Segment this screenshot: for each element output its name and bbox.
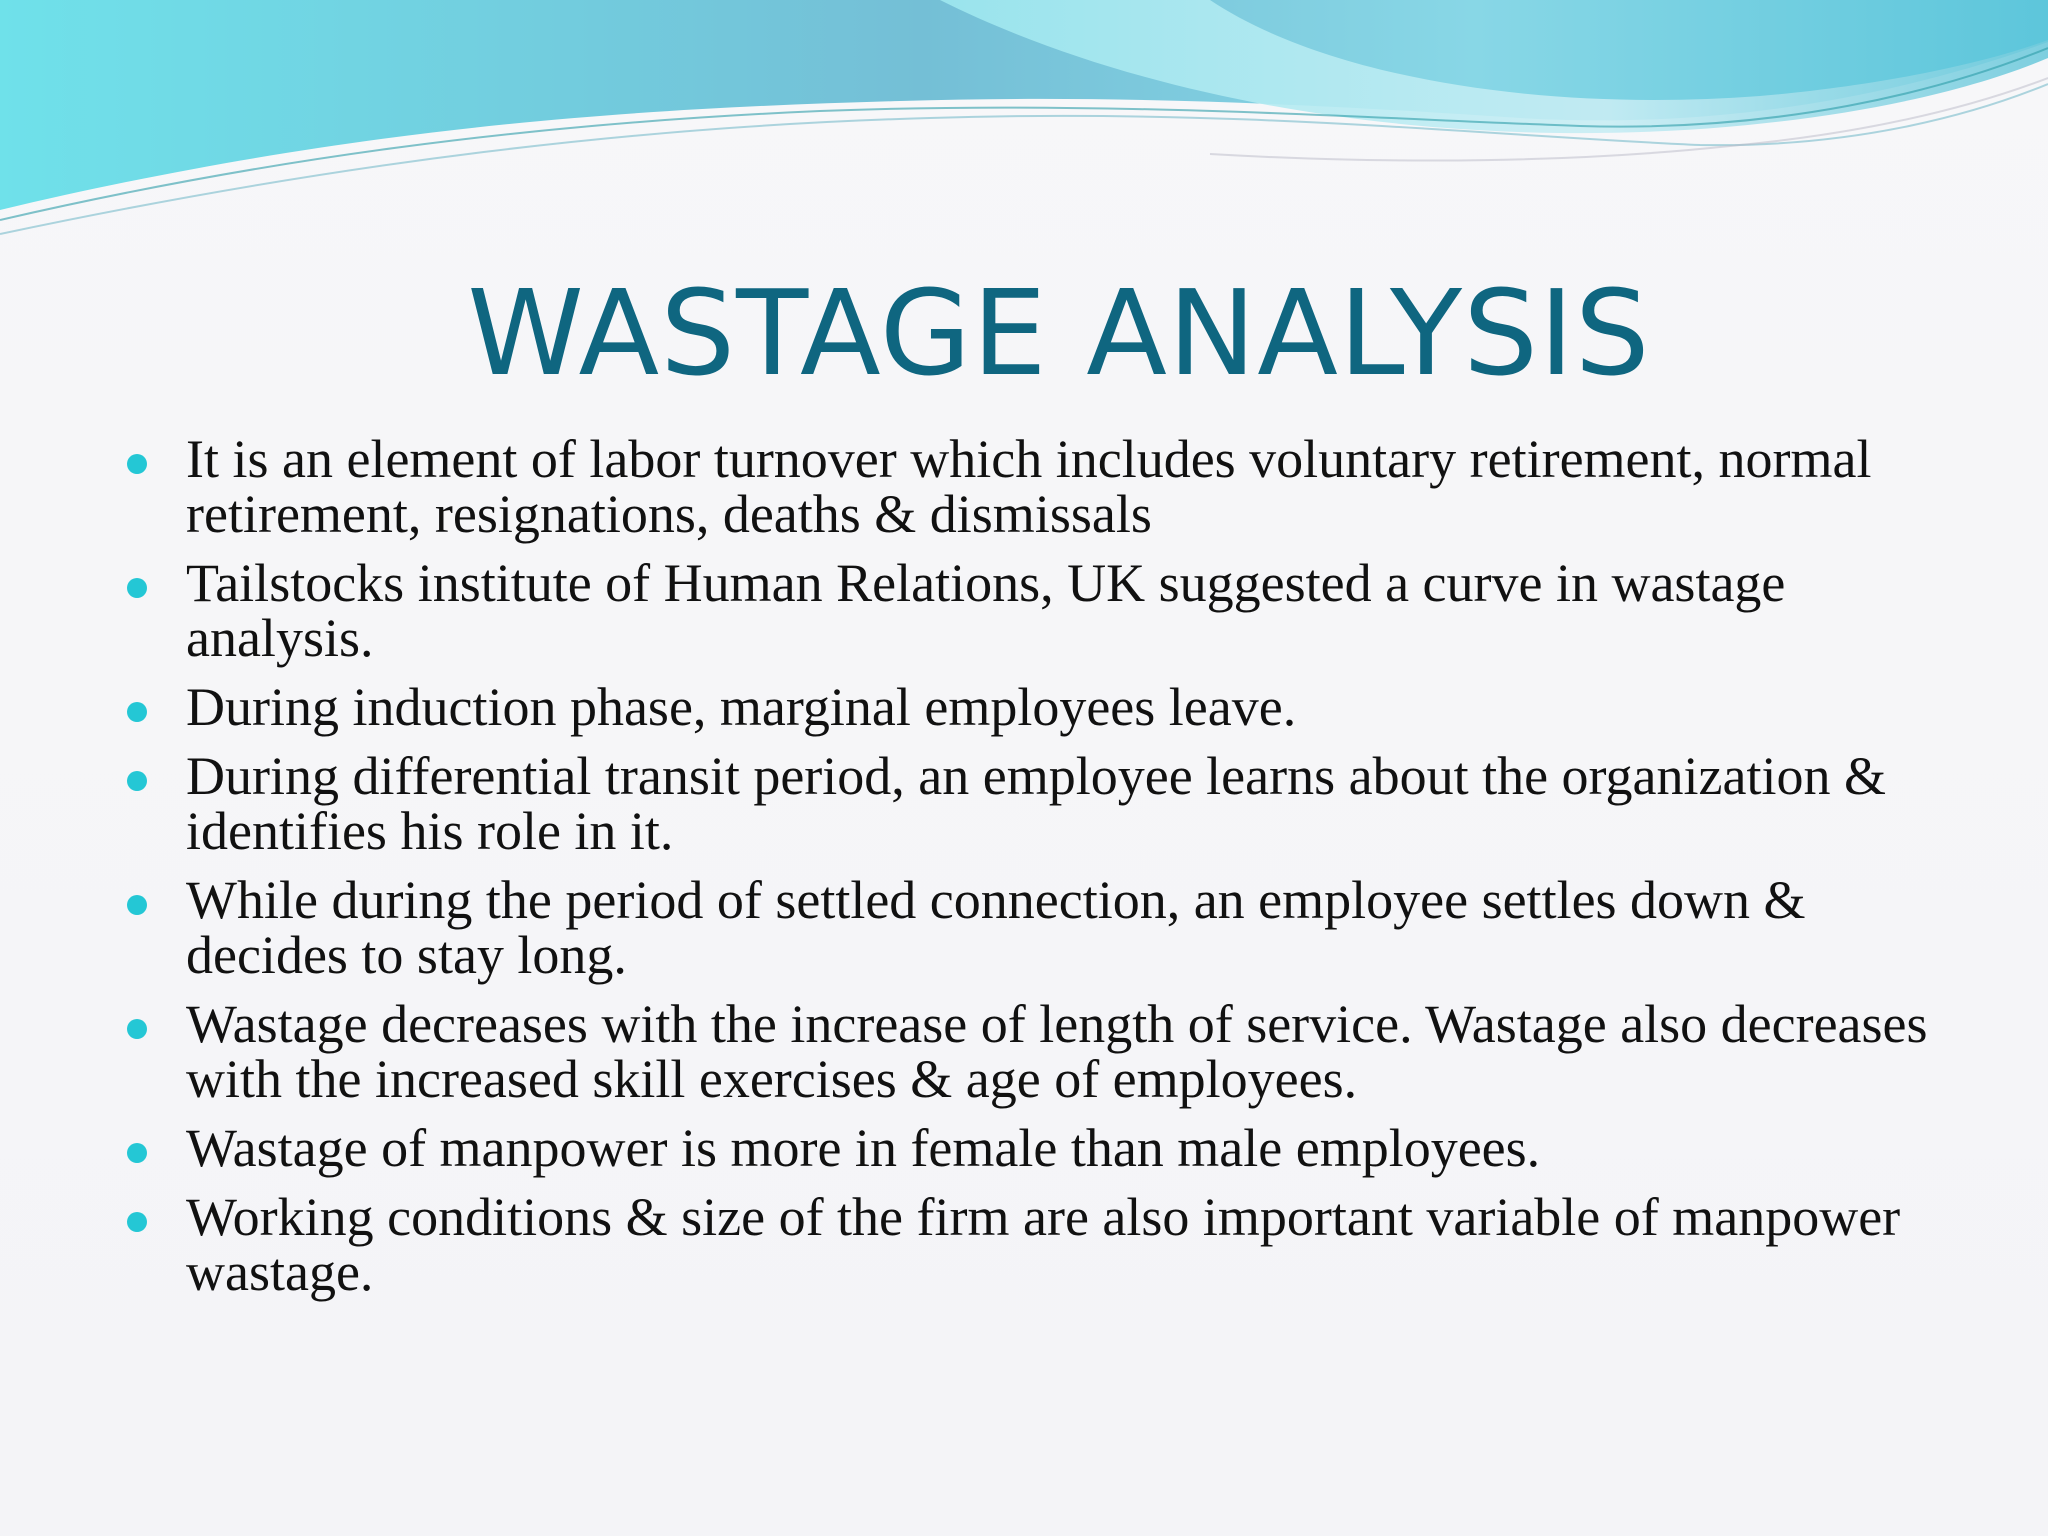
- bullet-dot-icon: [127, 454, 147, 474]
- slide-title: WASTAGE ANALYSIS: [467, 264, 1651, 402]
- bullet-list: [124, 429, 1944, 1314]
- bullet-text: While during the period of settled connection, an employee settles down & decides to stay long.: [186, 870, 1806, 985]
- bullet-item: [124, 677, 1944, 737]
- header-wave-decoration: [0, 0, 2048, 260]
- bullet-dot-icon: [127, 1143, 147, 1163]
- bullet-dot-icon: [127, 771, 147, 791]
- bullet-text: Wastage decreases with the increase of length of service. Wastage also decreases with the increased skill exercises & age of employees.: [186, 994, 1928, 1109]
- bullet-item: [124, 870, 1944, 985]
- bullet-dot-icon: [127, 895, 147, 915]
- bullet-item: [124, 1118, 1944, 1178]
- bullet-item: [124, 553, 1944, 668]
- bullet-item: [124, 1187, 1944, 1302]
- bullet-dot-icon: [127, 702, 147, 722]
- bullet-text: Tailstocks institute of Human Relations, UK suggested a curve in wastage analysis.: [186, 553, 1786, 668]
- bullet-text: During induction phase, marginal employees leave.: [186, 677, 1297, 737]
- bullet-text: Wastage of manpower is more in female than male employees.: [186, 1118, 1541, 1178]
- bullet-text: Working conditions & size of the firm are also important variable of manpower wastage.: [186, 1187, 1901, 1302]
- bullet-item: [124, 429, 1944, 544]
- bullet-text: During differential transit period, an employee learns about the organization & identifies his role in it.: [186, 746, 1886, 861]
- bullet-item: [124, 994, 1944, 1109]
- bullet-dot-icon: [127, 1019, 147, 1039]
- bullet-dot-icon: [127, 578, 147, 598]
- bullet-text: It is an element of labor turnover which includes voluntary retirement, normal retirement, resignations, deaths & dismissals: [186, 429, 1872, 544]
- bullet-item: [124, 746, 1944, 861]
- bullet-dot-icon: [127, 1212, 147, 1232]
